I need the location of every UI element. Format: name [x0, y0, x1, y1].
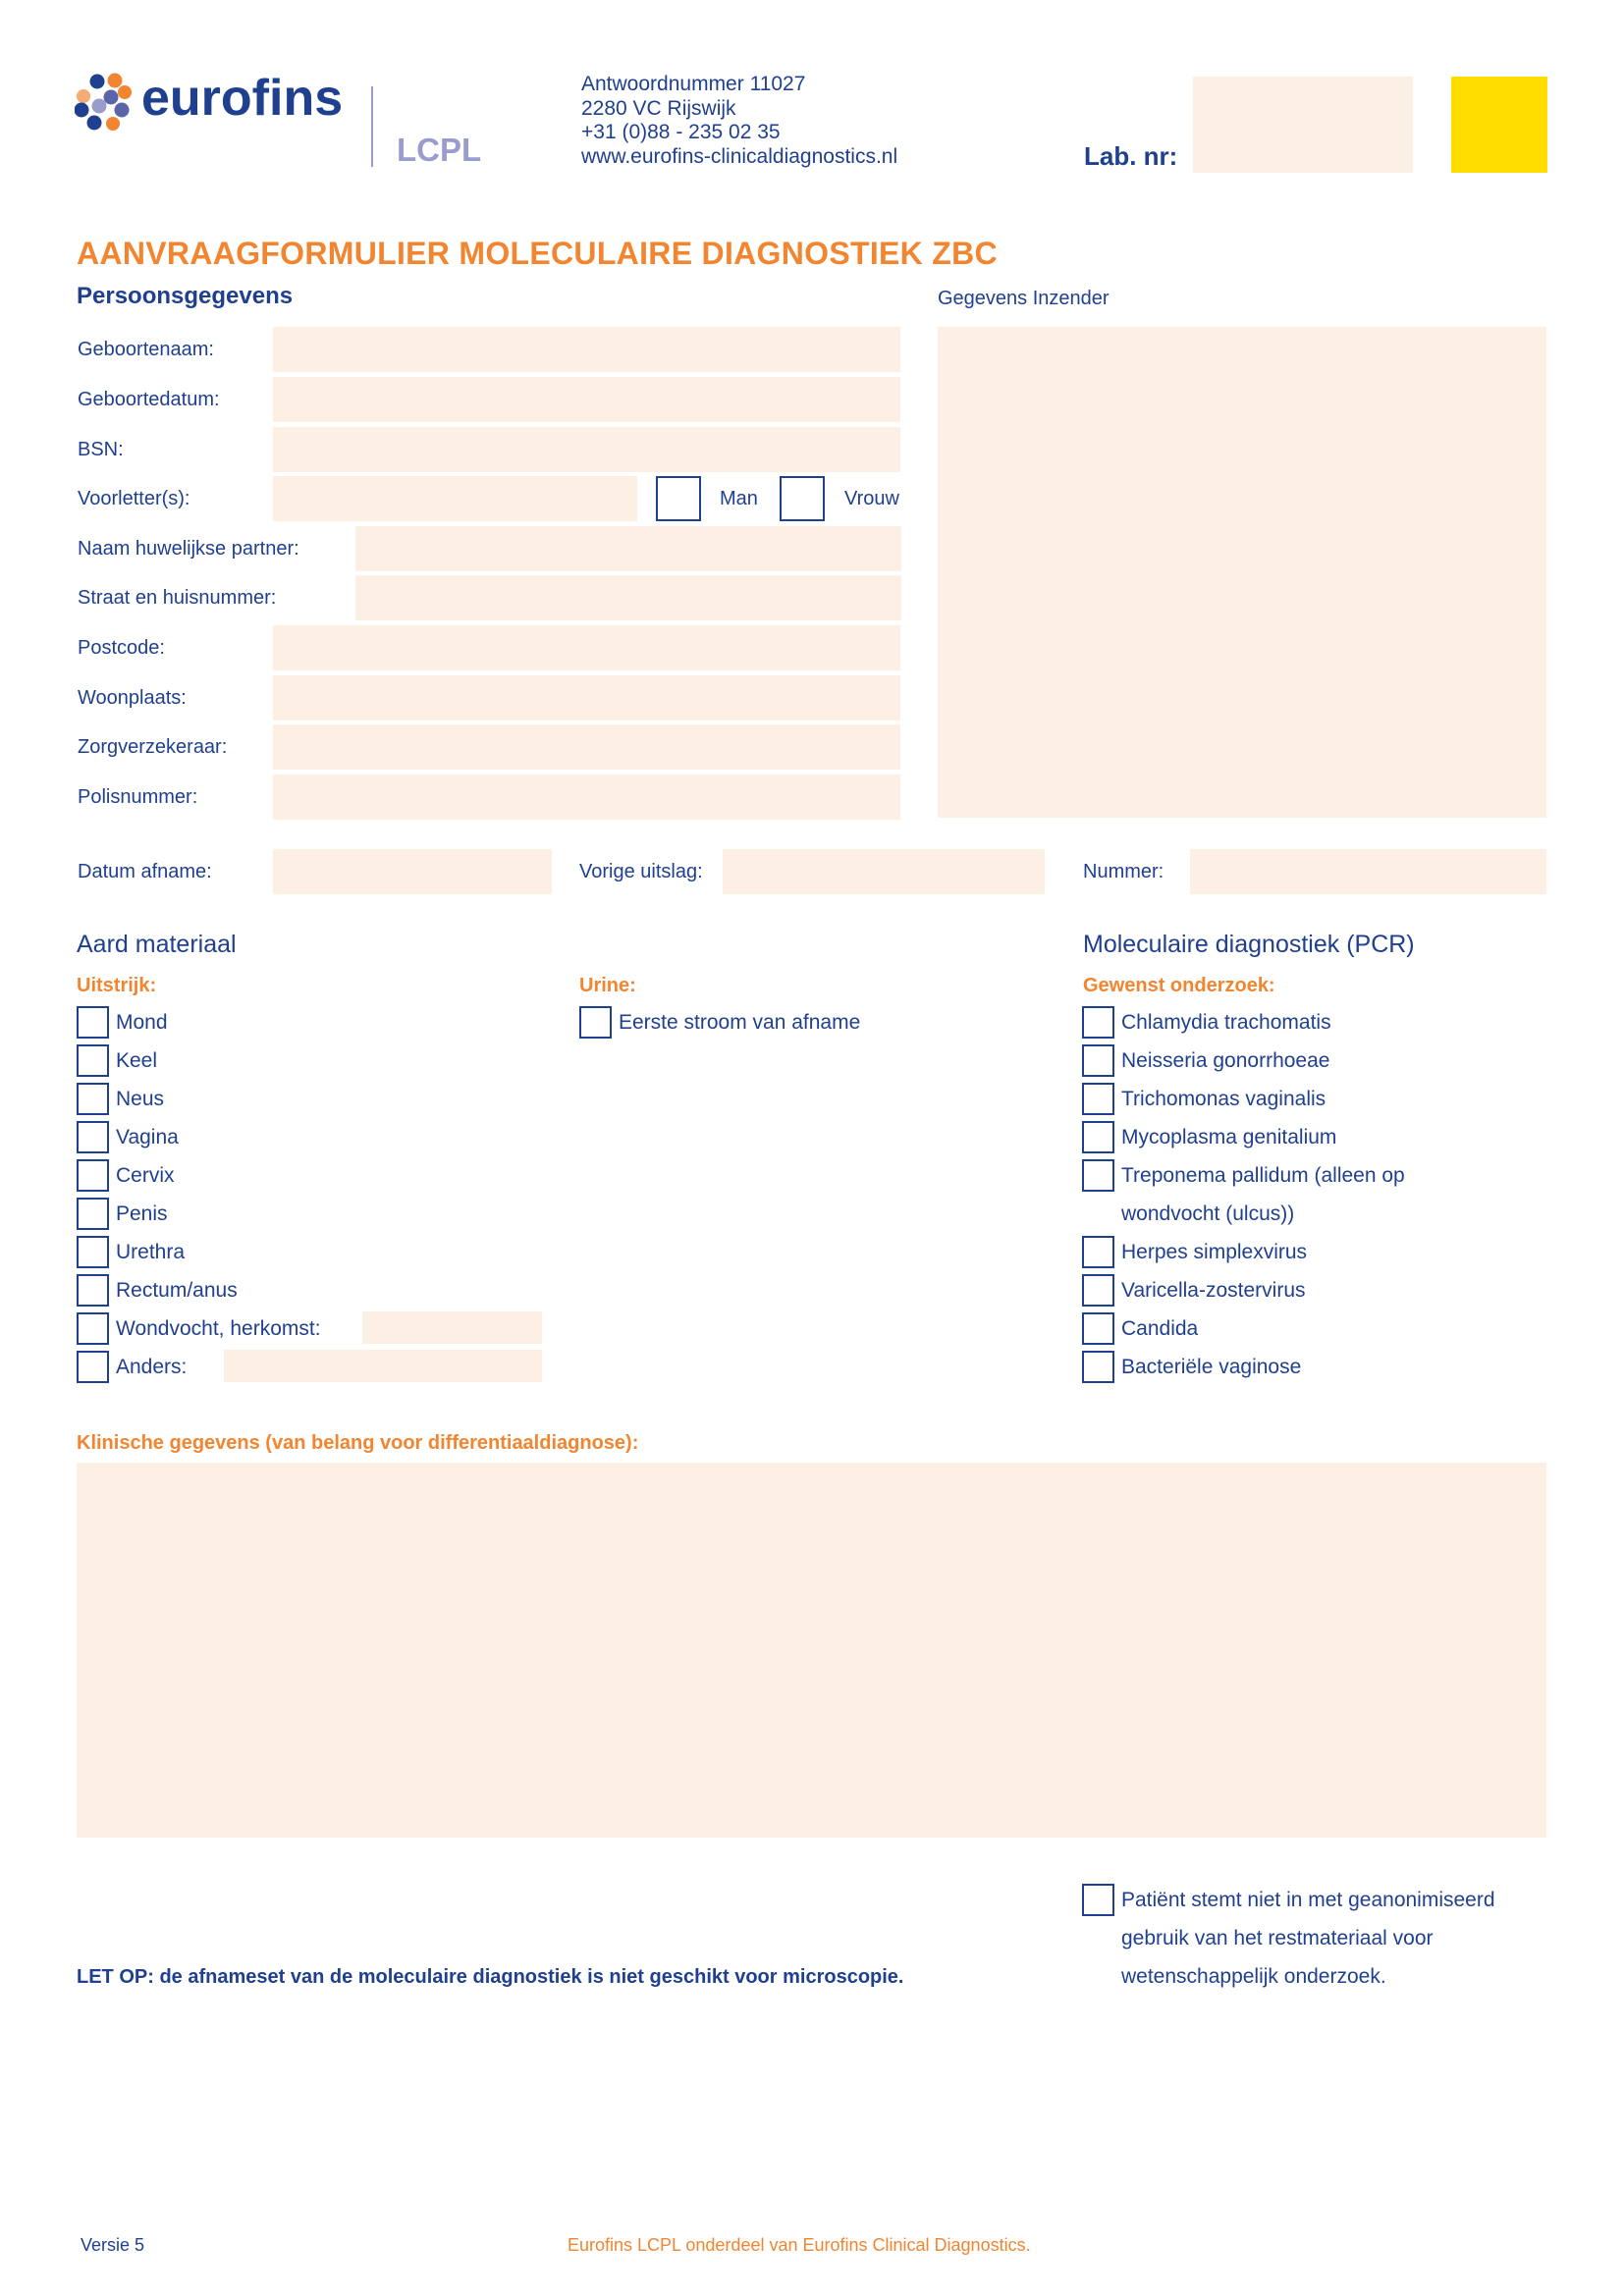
brand-name: eurofins [141, 70, 344, 127]
yellow-marker [1451, 77, 1547, 173]
candida-label: Candida [1121, 1317, 1199, 1340]
geboortenaam-label: Geboortenaam: [78, 339, 214, 360]
straat-label: Straat en huisnummer: [78, 587, 277, 609]
keel-label: Keel [116, 1049, 158, 1072]
anders-label: Anders: [116, 1356, 188, 1378]
klinische-gegevens-label: Klinische gegevens (van belang voor differentiaaldiagnose): [77, 1432, 639, 1454]
treponema-label: Treponema pallidum (alleen op [1121, 1164, 1405, 1187]
vrouw-label: Vrouw [844, 488, 899, 509]
chlamydia-checkbox[interactable] [1082, 1006, 1114, 1039]
footer-version: Versie 5 [81, 2235, 145, 2255]
man-label: Man [720, 488, 758, 509]
address-block [581, 73, 897, 169]
penis-label: Penis [116, 1202, 168, 1225]
cervix-label: Cervix [116, 1164, 175, 1187]
footer-company: Eurofins LCPL onderdeel van Eurofins Clinical Diagnostics. [568, 2235, 1031, 2255]
partner-field[interactable] [355, 526, 901, 571]
geboortedatum-field[interactable] [273, 377, 900, 422]
datum-afname-label: Datum afname: [78, 861, 212, 882]
woonplaats-label: Woonplaats: [78, 687, 187, 709]
consent-line-2: gebruik van het restmateriaal voor [1121, 1927, 1434, 1949]
neisseria-checkbox[interactable] [1082, 1044, 1114, 1077]
eurofins-logo [75, 70, 350, 133]
herpes-label: Herpes simplexvirus [1121, 1241, 1308, 1263]
rectum-anus-checkbox[interactable] [77, 1274, 109, 1307]
mond-label: Mond [116, 1011, 168, 1034]
postcode-field[interactable] [273, 625, 900, 670]
partner-label: Naam huwelijkse partner: [78, 538, 299, 560]
mycoplasma-label: Mycoplasma genitalium [1121, 1126, 1337, 1148]
chlamydia-label: Chlamydia trachomatis [1121, 1011, 1331, 1034]
zorgverzekeraar-label: Zorgverzekeraar: [78, 736, 228, 758]
penis-checkbox[interactable] [77, 1198, 109, 1230]
persoonsgegevens-heading: Persoonsgegevens [77, 283, 294, 309]
page-title: AANVRAAGFORMULIER MOLECULAIRE DIAGNOSTIEK ZBC [77, 236, 998, 271]
gewenst-onderzoek-heading: Gewenst onderzoek: [1083, 975, 1275, 996]
consent-line-3: wetenschappelijk onderzoek. [1121, 1965, 1386, 1988]
treponema-checkbox[interactable] [1082, 1159, 1114, 1192]
vagina-checkbox[interactable] [77, 1121, 109, 1153]
trichomonas-checkbox[interactable] [1082, 1083, 1114, 1115]
vorige-uitslag-label: Vorige uitslag: [579, 861, 703, 882]
polisnummer-field[interactable] [273, 774, 900, 820]
datum-afname-field[interactable] [273, 849, 552, 894]
keel-checkbox[interactable] [77, 1044, 109, 1077]
urine-heading: Urine: [579, 975, 636, 996]
notice-text: de afnameset van de moleculaire diagnostiek is niet geschikt voor microscopie. [153, 1966, 904, 1988]
address-line-2: 2280 VC Rijswijk [581, 96, 736, 120]
treponema-label-line2: wondvocht (ulcus)) [1121, 1202, 1295, 1225]
cervix-checkbox[interactable] [77, 1159, 109, 1192]
address-line-1: Antwoordnummer 11027 [581, 73, 806, 95]
header-divider [371, 86, 373, 167]
man-checkbox[interactable] [656, 476, 701, 521]
klinische-gegevens-field[interactable] [77, 1463, 1546, 1838]
herpes-checkbox[interactable] [1082, 1236, 1114, 1268]
consent-checkbox[interactable] [1082, 1884, 1114, 1916]
vagina-label: Vagina [116, 1126, 179, 1148]
pcr-heading: Moleculaire diagnostiek (PCR) [1083, 931, 1415, 958]
eurofins-dots-icon [75, 73, 134, 133]
urethra-label: Urethra [116, 1241, 186, 1263]
inzender-field[interactable] [938, 327, 1546, 818]
wondvocht-herkomst-field[interactable] [362, 1311, 542, 1344]
address-website[interactable]: www.eurofins-clinicaldiagnostics.nl [581, 144, 898, 168]
microscopy-notice [77, 1965, 903, 1989]
uitstrijk-heading: Uitstrijk: [77, 975, 157, 996]
rectum-anus-label: Rectum/anus [116, 1279, 238, 1302]
notice-bold: LET OP: [77, 1966, 154, 1988]
eerste-stroom-checkbox[interactable] [579, 1006, 612, 1039]
mond-checkbox[interactable] [77, 1006, 109, 1039]
neus-label: Neus [116, 1088, 165, 1110]
geboortenaam-field[interactable] [273, 327, 900, 372]
candida-checkbox[interactable] [1082, 1312, 1114, 1345]
woonplaats-field[interactable] [273, 675, 900, 721]
eerste-stroom-label: Eerste stroom van afname [619, 1011, 861, 1034]
lab-nr-label: Lab. nr: [1084, 141, 1178, 171]
anders-checkbox[interactable] [77, 1351, 109, 1383]
vrouw-checkbox[interactable] [780, 476, 825, 521]
bsn-field[interactable] [273, 427, 900, 472]
bacteriele-vaginose-label: Bacteriële vaginose [1121, 1356, 1302, 1378]
neus-checkbox[interactable] [77, 1083, 109, 1115]
voorletters-field[interactable] [273, 476, 637, 521]
wondvocht-label: Wondvocht, herkomst: [116, 1317, 321, 1340]
address-line-3: +31 (0)88 - 235 02 35 [581, 121, 781, 143]
consent-line-1: Patiënt stemt niet in met geanonimiseerd [1121, 1889, 1495, 1911]
urethra-checkbox[interactable] [77, 1236, 109, 1268]
bacteriele-vaginose-checkbox[interactable] [1082, 1351, 1114, 1383]
zorgverzekeraar-field[interactable] [273, 724, 900, 770]
postcode-label: Postcode: [78, 637, 165, 659]
vorige-uitslag-field[interactable] [723, 849, 1045, 894]
varicella-checkbox[interactable] [1082, 1274, 1114, 1307]
inzender-heading: Gegevens Inzender [938, 288, 1110, 309]
mycoplasma-checkbox[interactable] [1082, 1121, 1114, 1153]
varicella-label: Varicella-zostervirus [1121, 1279, 1306, 1302]
straat-field[interactable] [355, 575, 901, 620]
lab-nr-field[interactable] [1193, 77, 1413, 173]
aard-materiaal-heading: Aard materiaal [77, 931, 237, 958]
sub-brand-lcpl: LCPL [397, 132, 482, 168]
nummer-label: Nummer: [1083, 861, 1164, 882]
anders-field[interactable] [224, 1350, 542, 1382]
bsn-label: BSN: [78, 439, 124, 460]
geboortedatum-label: Geboortedatum: [78, 389, 220, 410]
voorletters-label: Voorletter(s): [78, 488, 190, 509]
neisseria-label: Neisseria gonorrhoeae [1121, 1049, 1330, 1072]
wondvocht-checkbox[interactable] [77, 1312, 109, 1345]
trichomonas-label: Trichomonas vaginalis [1121, 1088, 1326, 1110]
polisnummer-label: Polisnummer: [78, 786, 198, 808]
nummer-field[interactable] [1190, 849, 1546, 894]
